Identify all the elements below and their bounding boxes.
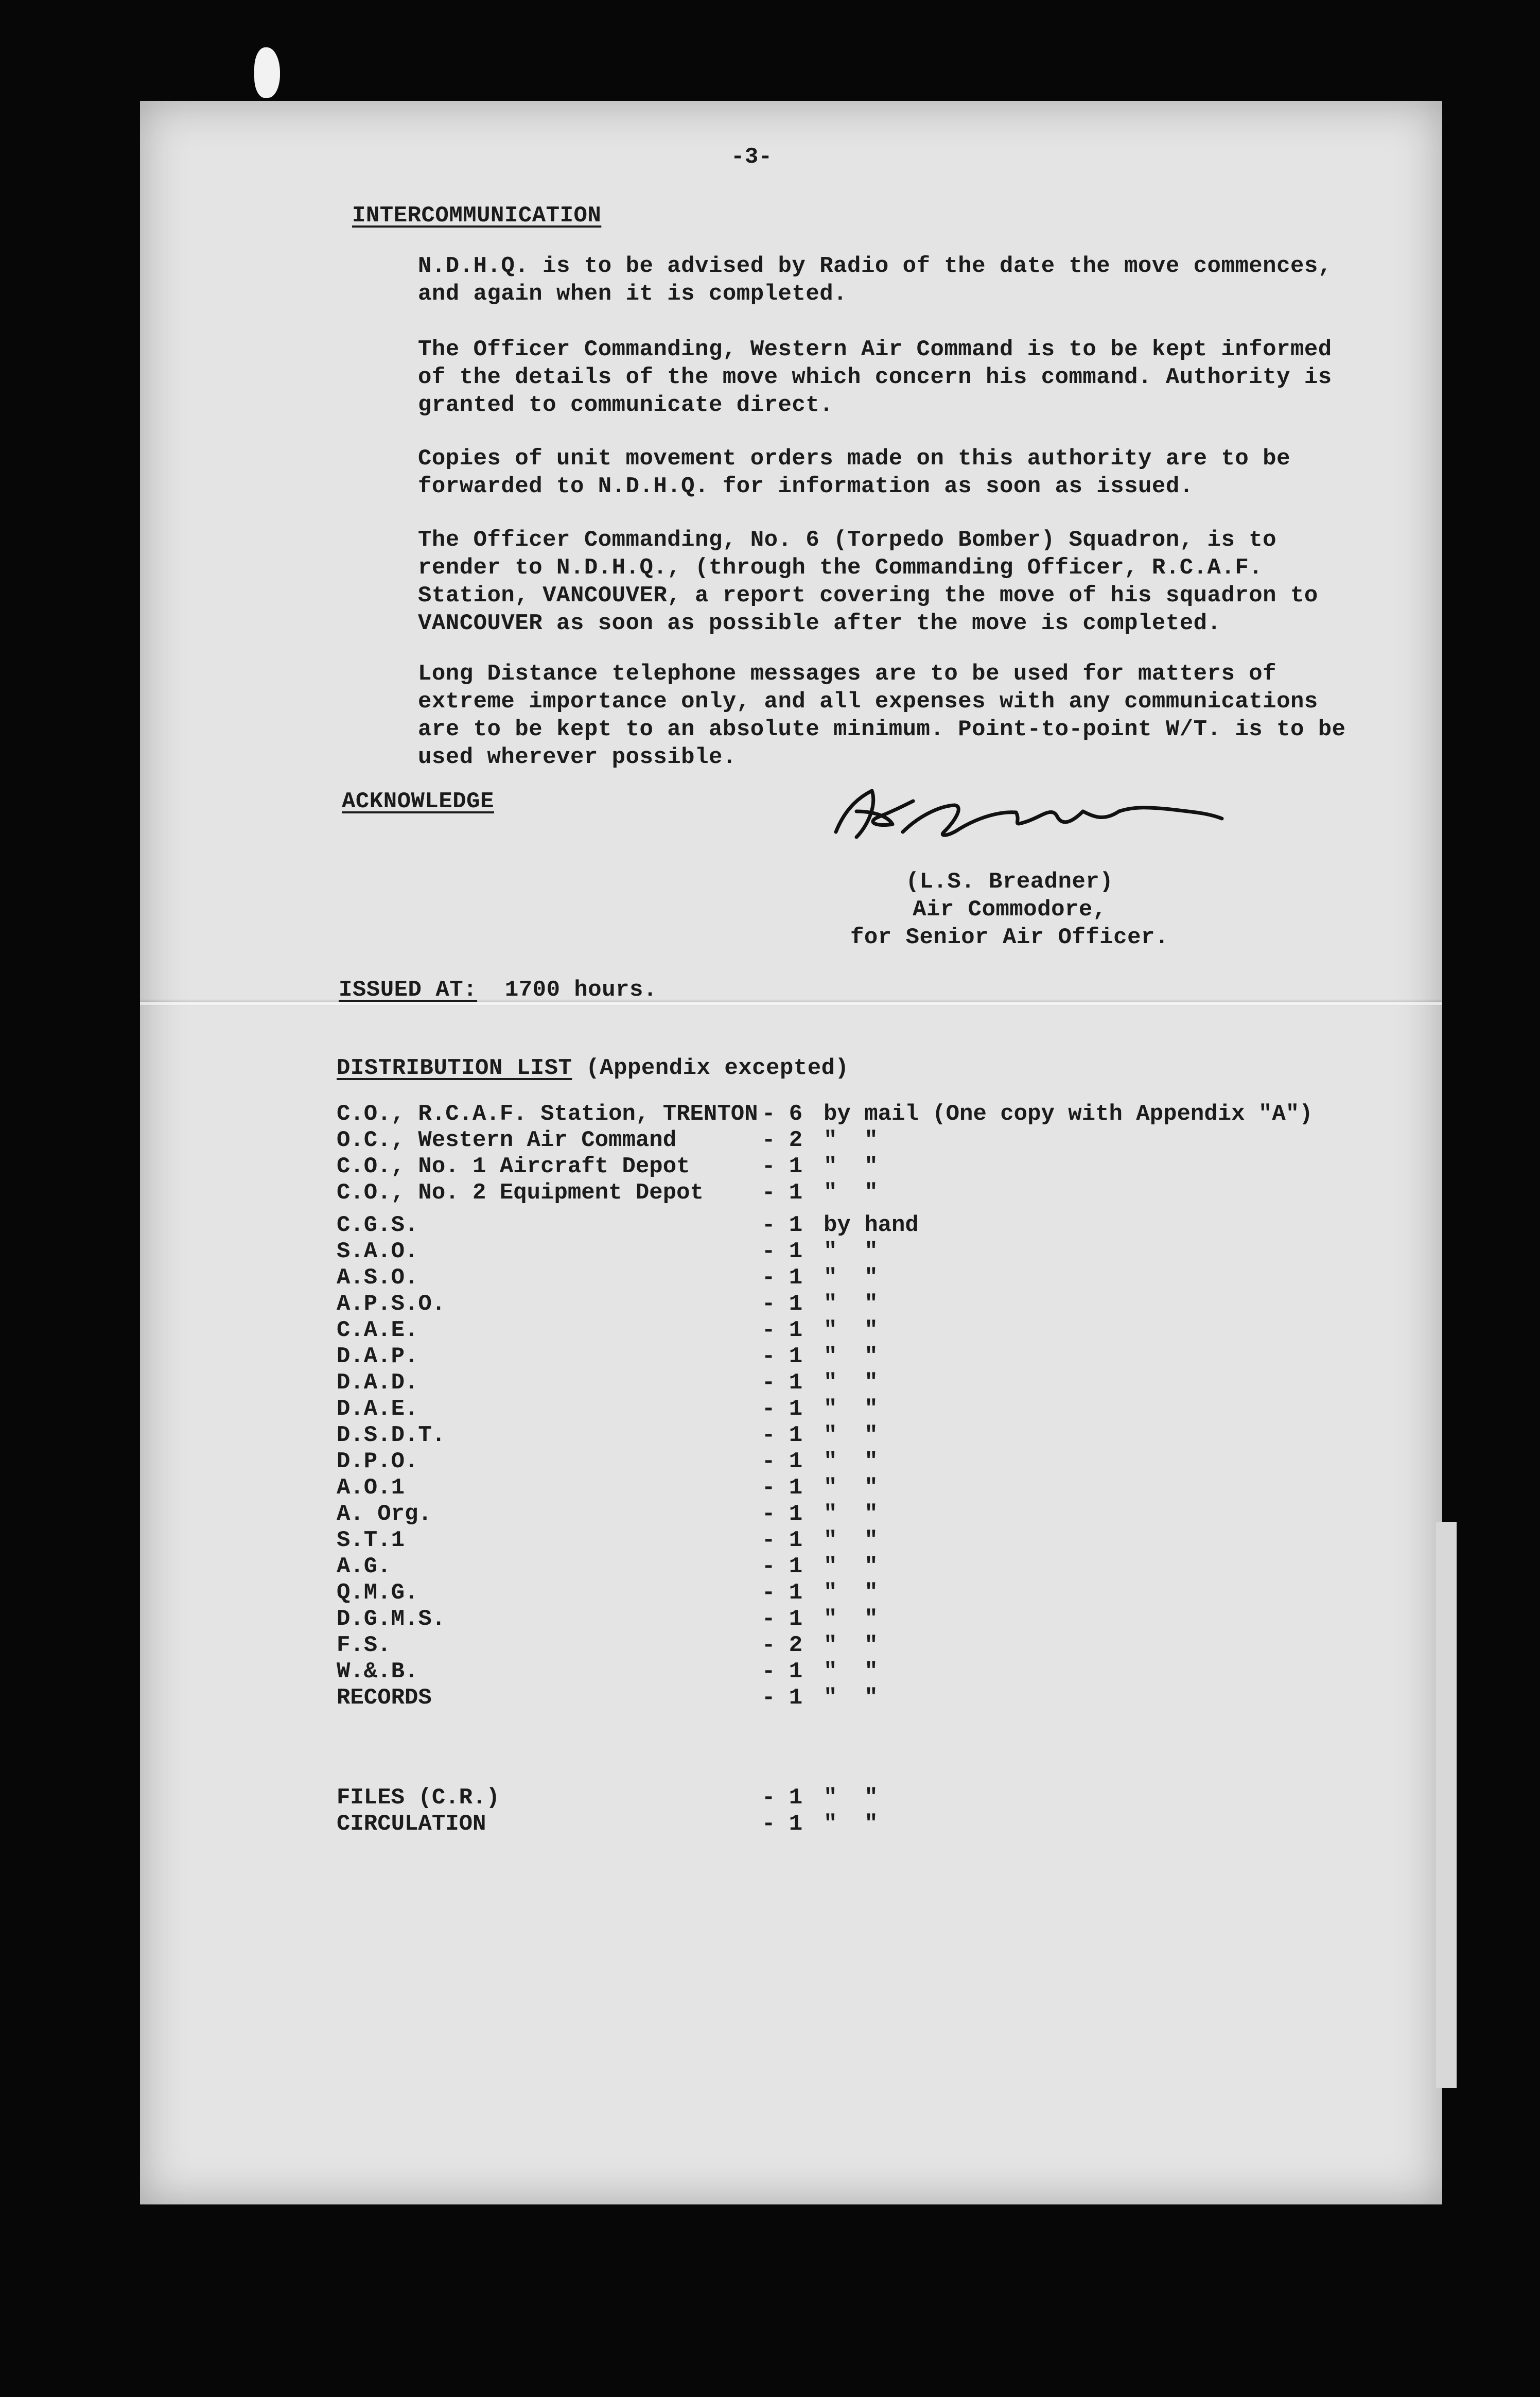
distribution-name: A.G. [337, 1554, 391, 1579]
distribution-qty: - 1 [762, 1154, 803, 1179]
distribution-qty: - 1 [762, 1501, 803, 1527]
distribution-qty: - 1 [762, 1580, 803, 1606]
document-page [140, 101, 1442, 2204]
distribution-method: " " [824, 1554, 878, 1579]
distribution-method: " " [824, 1785, 878, 1811]
signature-block [850, 868, 1169, 951]
distribution-method: " " [824, 1632, 878, 1658]
distribution-name: A. Org. [337, 1501, 432, 1527]
distribution-qty: - 6 [762, 1101, 803, 1127]
intercom-paragraph-4: The Officer Commanding, No. 6 (Torpedo Bomber) Squadron, is to render to N.D.H.Q., (through the Commanding Officer, R.C.A.F. Station, VANCOUVER, a report covering the move of his squadron to VANCOUVER as soon as possible after the move is completed. [418, 527, 1318, 636]
distribution-name: C.O., R.C.A.F. Station, TRENTON [337, 1101, 758, 1127]
distribution-name: C.A.E. [337, 1317, 418, 1343]
distribution-method: " " [824, 1317, 878, 1343]
distribution-qty: - 1 [762, 1475, 803, 1501]
distribution-method: " " [824, 1685, 878, 1711]
distribution-name: C.O., No. 1 Aircraft Depot [337, 1154, 690, 1179]
distribution-qty: - 2 [762, 1127, 803, 1153]
distribution-name: CIRCULATION [337, 1811, 486, 1837]
distribution-name: D.A.P. [337, 1344, 418, 1369]
distribution-method: " " [824, 1180, 878, 1206]
distribution-method: " " [824, 1659, 878, 1684]
distribution-qty: - 1 [762, 1659, 803, 1684]
distribution-name: C.G.S. [337, 1212, 418, 1238]
acknowledge-heading: ACKNOWLEDGE [342, 789, 494, 814]
paper-edge [1436, 1522, 1457, 2088]
distribution-method: by hand [824, 1212, 919, 1238]
distribution-qty: - 1 [762, 1811, 803, 1837]
distribution-method: " " [824, 1291, 878, 1317]
distribution-name: A.O.1 [337, 1475, 405, 1501]
distribution-qty: - 1 [762, 1554, 803, 1579]
distribution-name: C.O., No. 2 Equipment Depot [337, 1180, 704, 1206]
distribution-name: O.C., Western Air Command [337, 1127, 677, 1153]
distribution-list-note: (Appendix excepted) [572, 1055, 849, 1081]
scan-artifact [254, 47, 280, 98]
distribution-method: " " [824, 1580, 878, 1606]
distribution-method: " " [824, 1422, 878, 1448]
intercommunication-heading: INTERCOMMUNICATION [352, 203, 602, 229]
distribution-method: by mail (One copy with Appendix "A") [824, 1101, 1313, 1127]
distribution-name: S.A.O. [337, 1239, 418, 1264]
intercom-paragraph-3: Copies of unit movement orders made on this authority are to be forwarded to N.D.H.Q. for information as soon as issued. [418, 446, 1290, 499]
distribution-qty: - 1 [762, 1606, 803, 1632]
distribution-name: Q.M.G. [337, 1580, 418, 1606]
distribution-name: D.S.D.T. [337, 1422, 446, 1448]
signatory-rank: Air Commodore, [913, 897, 1107, 923]
distribution-name: RECORDS [337, 1685, 432, 1711]
distribution-method: " " [824, 1527, 878, 1553]
distribution-qty: - 1 [762, 1685, 803, 1711]
distribution-qty: - 1 [762, 1396, 803, 1422]
distribution-name: S.T.1 [337, 1527, 405, 1553]
distribution-method: " " [824, 1396, 878, 1422]
page-fold-line [140, 1002, 1442, 1005]
distribution-qty: - 1 [762, 1291, 803, 1317]
distribution-method: " " [824, 1154, 878, 1179]
distribution-qty: - 1 [762, 1527, 803, 1553]
distribution-method: " " [824, 1127, 878, 1153]
distribution-qty: - 1 [762, 1344, 803, 1369]
issued-at-label: ISSUED AT: [339, 977, 478, 1003]
distribution-qty: - 1 [762, 1317, 803, 1343]
distribution-name: F.S. [337, 1632, 391, 1658]
distribution-qty: - 1 [762, 1239, 803, 1264]
signatory-role: for Senior Air Officer. [850, 925, 1169, 950]
distribution-qty: - 1 [762, 1422, 803, 1448]
page-number: -3- [731, 144, 773, 170]
distribution-qty: - 1 [762, 1265, 803, 1291]
distribution-method: " " [824, 1344, 878, 1369]
distribution-name: D.P.O. [337, 1449, 418, 1474]
distribution-method: " " [824, 1811, 878, 1837]
distribution-name: D.G.M.S. [337, 1606, 446, 1632]
signatory-name: (L.S. Breadner) [905, 869, 1114, 895]
distribution-method: " " [824, 1449, 878, 1474]
issued-at-value: 1700 hours. [504, 977, 657, 1003]
distribution-qty: - 1 [762, 1449, 803, 1474]
distribution-qty: - 1 [762, 1180, 803, 1206]
distribution-name: A.S.O. [337, 1265, 418, 1291]
distribution-method: " " [824, 1606, 878, 1632]
distribution-list-label: DISTRIBUTION LIST [337, 1055, 572, 1081]
distribution-qty: - 1 [762, 1212, 803, 1238]
distribution-name: A.P.S.O. [337, 1291, 446, 1317]
distribution-method: " " [824, 1265, 878, 1291]
distribution-name: W.&.B. [337, 1659, 418, 1684]
distribution-name: FILES (C.R.) [337, 1785, 500, 1811]
handwritten-signature [815, 775, 1227, 853]
distribution-name: D.A.E. [337, 1396, 418, 1422]
issued-at-line [339, 976, 657, 1004]
distribution-qty: - 1 [762, 1370, 803, 1396]
distribution-method: " " [824, 1475, 878, 1501]
intercom-paragraph-5: Long Distance telephone messages are to be used for matters of extreme importance only, and all expenses with any communications are to be kept to an absolute minimum. Point-to-point W/T. is to be used wherever possible. [418, 661, 1346, 770]
distribution-list-heading [337, 1054, 849, 1082]
distribution-qty: - 1 [762, 1785, 803, 1811]
distribution-method: " " [824, 1370, 878, 1396]
distribution-method: " " [824, 1239, 878, 1264]
distribution-method: " " [824, 1501, 878, 1527]
distribution-name: D.A.D. [337, 1370, 418, 1396]
distribution-qty: - 2 [762, 1632, 803, 1658]
intercom-paragraph-2: The Officer Commanding, Western Air Command is to be kept informed of the details of the move which concern his command. Authority is granted to communicate direct. [418, 337, 1332, 418]
intercom-paragraph-1: N.D.H.Q. is to be advised by Radio of the date the move commences, and again when it is completed. [418, 253, 1332, 307]
